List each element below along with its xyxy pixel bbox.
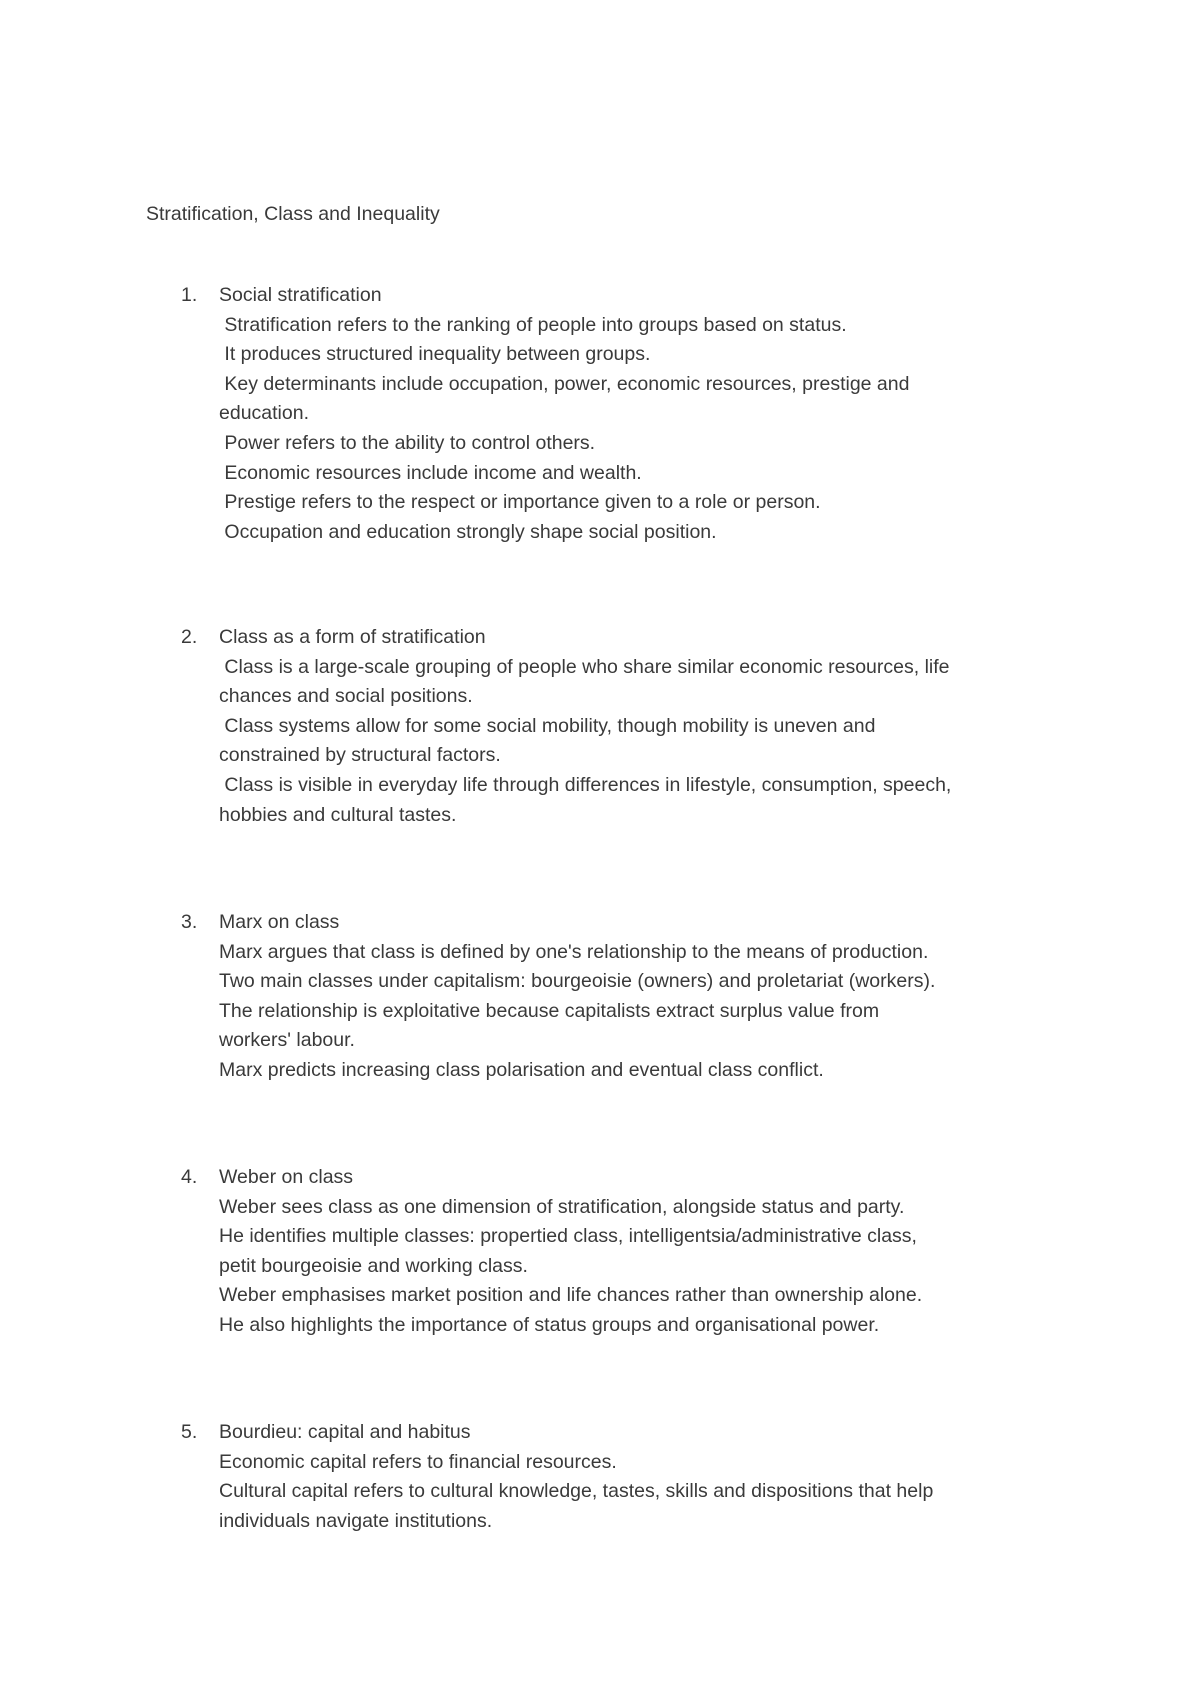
body-line: He identifies multiple classes: propertied class, intelligentsia/administrative class, bbox=[219, 1225, 917, 1248]
body-line: Weber sees class as one dimension of stratification, alongside status and party. bbox=[219, 1195, 905, 1218]
section-title: Social stratification bbox=[219, 284, 382, 306]
section-body bbox=[181, 938, 1081, 1086]
section-body bbox=[181, 311, 1081, 548]
section-title: Class as a form of stratification bbox=[219, 626, 486, 648]
section-body bbox=[181, 653, 1081, 831]
section-number: 3. bbox=[181, 911, 198, 933]
section-heading bbox=[181, 1163, 1081, 1193]
section-weber-on-class bbox=[181, 1163, 1081, 1341]
body-line: Weber emphasises market position and life chances rather than ownership alone. bbox=[219, 1284, 923, 1307]
section-title: Bourdieu: capital and habitus bbox=[219, 1421, 471, 1443]
body-line: education. bbox=[219, 402, 309, 425]
section-title: Weber on class bbox=[219, 1166, 354, 1188]
body-line: Class systems allow for some social mobility, though mobility is uneven and bbox=[219, 714, 876, 737]
body-line: Power refers to the ability to control others. bbox=[219, 431, 596, 454]
body-line: Occupation and education strongly shape social position. bbox=[219, 520, 717, 543]
section-number: 2. bbox=[181, 626, 198, 648]
body-line: Stratification refers to the ranking of people into groups based on status. bbox=[219, 313, 847, 336]
body-line: Marx predicts increasing class polarisation and eventual class conflict. bbox=[219, 1058, 824, 1081]
body-line: Two main classes under capitalism: bourgeoisie (owners) and proletariat (workers). bbox=[219, 970, 936, 993]
section-heading bbox=[181, 1418, 1081, 1448]
body-line: hobbies and cultural tastes. bbox=[219, 803, 457, 826]
section-body bbox=[181, 1193, 1081, 1341]
section-body bbox=[181, 1448, 1081, 1537]
body-line: Marx argues that class is defined by one's relationship to the means of production. bbox=[219, 940, 929, 963]
body-line: Economic capital refers to financial resources. bbox=[219, 1450, 617, 1473]
body-line: constrained by structural factors. bbox=[219, 744, 501, 767]
section-bourdieu-capital-habitus bbox=[181, 1418, 1081, 1536]
section-social-stratification bbox=[181, 281, 1081, 547]
body-line: Class is visible in everyday life through differences in lifestyle, consumption, speech, bbox=[219, 773, 952, 796]
body-line: individuals navigate institutions. bbox=[219, 1509, 493, 1532]
section-number: 5. bbox=[181, 1421, 198, 1443]
section-heading bbox=[181, 908, 1081, 938]
body-line: The relationship is exploitative because capitalists extract surplus value from bbox=[219, 999, 880, 1022]
body-line: It produces structured inequality between groups. bbox=[219, 343, 651, 366]
body-line: He also highlights the importance of status groups and organisational power. bbox=[219, 1313, 880, 1336]
body-line: Prestige refers to the respect or importance given to a role or person. bbox=[219, 491, 821, 514]
section-heading bbox=[181, 281, 1081, 311]
body-line: Cultural capital refers to cultural knowledge, tastes, skills and dispositions that help bbox=[219, 1480, 934, 1503]
section-number: 1. bbox=[181, 284, 198, 306]
body-line: chances and social positions. bbox=[219, 685, 473, 708]
section-title: Marx on class bbox=[219, 911, 340, 933]
section-marx-on-class bbox=[181, 908, 1081, 1086]
body-line: Key determinants include occupation, power, economic resources, prestige and bbox=[219, 372, 910, 395]
section-class-as-stratification bbox=[181, 623, 1081, 830]
body-line: Class is a large-scale grouping of people who share similar economic resources, life bbox=[219, 655, 950, 678]
body-line: petit bourgeoisie and working class. bbox=[219, 1254, 528, 1277]
body-line: workers' labour. bbox=[219, 1029, 355, 1052]
section-number: 4. bbox=[181, 1166, 198, 1188]
document-title: Stratification, Class and Inequality bbox=[146, 203, 440, 225]
section-heading bbox=[181, 623, 1081, 653]
body-line: Economic resources include income and wealth. bbox=[219, 461, 642, 484]
